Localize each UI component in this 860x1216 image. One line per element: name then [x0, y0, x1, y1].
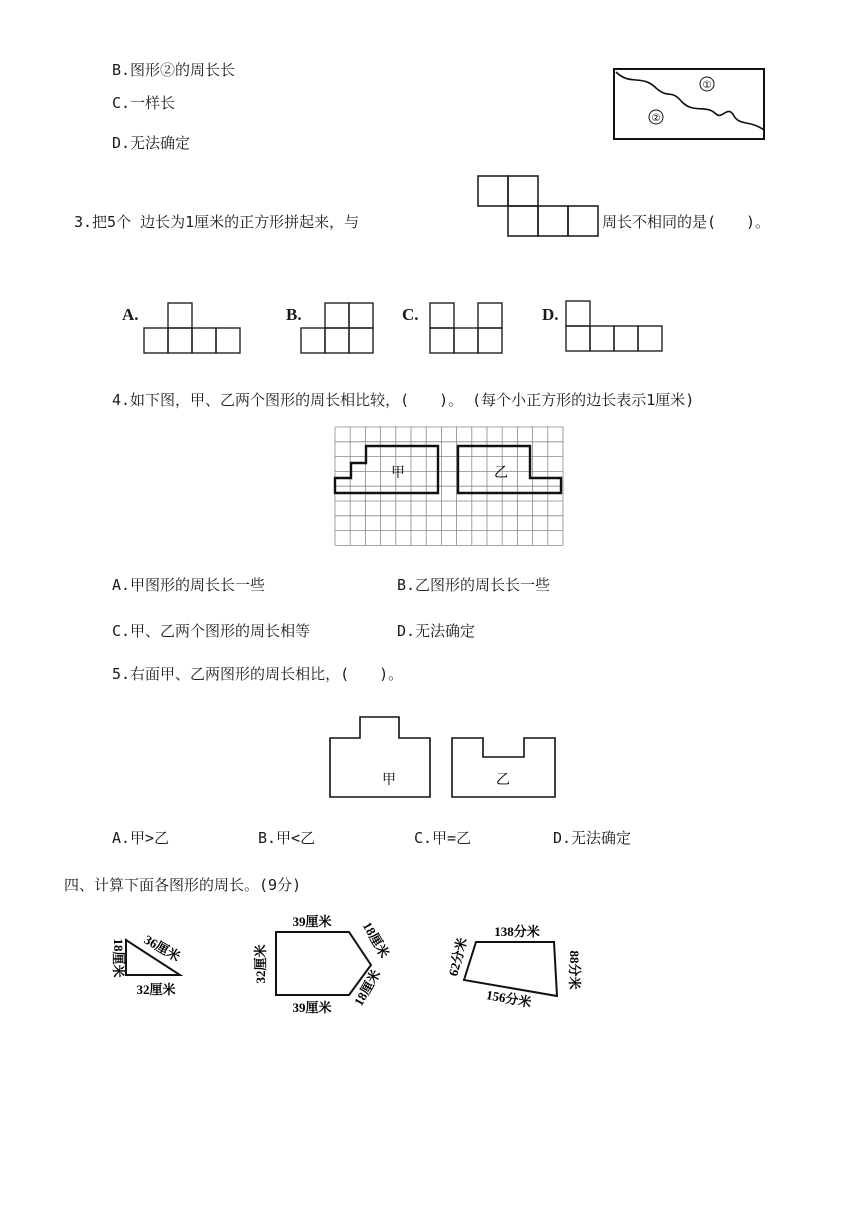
quad-top: 138分米 — [494, 924, 540, 939]
q4-label-yi: 乙 — [494, 465, 508, 481]
q2-option-c[interactable]: C.一样长 — [112, 94, 176, 112]
pentagon-upper-right: 18厘米 — [359, 919, 393, 961]
q5-stem: 5.右面甲、乙两图形的周长相比，( )。 — [112, 665, 404, 683]
section4-pentagon — [254, 912, 394, 1022]
q5-figures — [328, 714, 588, 800]
q4-label-jia: 甲 — [391, 465, 405, 481]
q5-option-d[interactable]: D.无法确定 — [553, 829, 632, 847]
q4-option-a[interactable]: A.甲图形的周长长一些 — [112, 576, 266, 594]
q3-stem-part1: 3.把5个 边长为1厘米的正方形拼起来，与 — [74, 213, 360, 231]
q3-option-d-figure[interactable] — [566, 299, 664, 353]
q3-option-d-label[interactable]: D. — [542, 305, 559, 324]
q2-label-1: ① — [702, 80, 712, 91]
q5-option-a[interactable]: A.甲>乙 — [112, 829, 170, 847]
q3-option-a-label[interactable]: A. — [122, 305, 139, 324]
q2-figure — [610, 64, 770, 144]
quad-right: 88分米 — [567, 950, 582, 990]
q2-option-b[interactable]: B.图形②的周长长 — [112, 61, 236, 79]
q2-option-d[interactable]: D.无法确定 — [112, 134, 191, 152]
q3-option-b-label[interactable]: B. — [286, 305, 302, 324]
q4-option-b[interactable]: B.乙图形的周长长一些 — [397, 576, 551, 594]
pentagon-left: 32厘米 — [253, 944, 268, 984]
q5-option-b[interactable]: B.甲<乙 — [258, 829, 316, 847]
quad-left: 62分米 — [445, 936, 470, 978]
triangle-side-bottom: 32厘米 — [136, 982, 176, 997]
q4-option-d[interactable]: D.无法确定 — [397, 622, 476, 640]
section4-triangle — [100, 925, 210, 1005]
q3-option-c-figure[interactable] — [430, 301, 506, 355]
pentagon-top: 39厘米 — [292, 914, 332, 929]
section4-quadrilateral — [446, 910, 586, 1020]
q4-grid-figure — [334, 426, 566, 546]
section4-title: 四、计算下面各图形的周长。(9分) — [64, 876, 302, 894]
triangle-side-hyp: 36厘米 — [141, 931, 183, 965]
pentagon-lower-right: 18厘米 — [350, 967, 384, 1009]
q5-label-yi: 乙 — [496, 772, 510, 788]
q4-option-c[interactable]: C.甲、乙两个图形的周长相等 — [112, 622, 311, 640]
q3-option-c-label[interactable]: C. — [402, 305, 419, 324]
quad-bottom: 156分米 — [485, 987, 533, 1010]
triangle-side-left: 18厘米 — [111, 938, 126, 978]
q3-reference-figure — [476, 174, 600, 238]
q4-stem: 4.如下图，甲、乙两个图形的周长相比较，( )。 (每个小正方形的边长表示1厘米) — [112, 391, 695, 409]
q3-stem-part2: 周长不相同的是( )。 — [602, 213, 771, 231]
q5-label-jia: 甲 — [382, 772, 396, 788]
q3-option-a-figure[interactable] — [144, 301, 242, 355]
q2-label-2: ② — [651, 113, 661, 124]
q5-option-c[interactable]: C.甲=乙 — [414, 829, 472, 847]
q3-option-b-figure[interactable] — [301, 301, 377, 355]
pentagon-bottom: 39厘米 — [292, 1000, 332, 1015]
